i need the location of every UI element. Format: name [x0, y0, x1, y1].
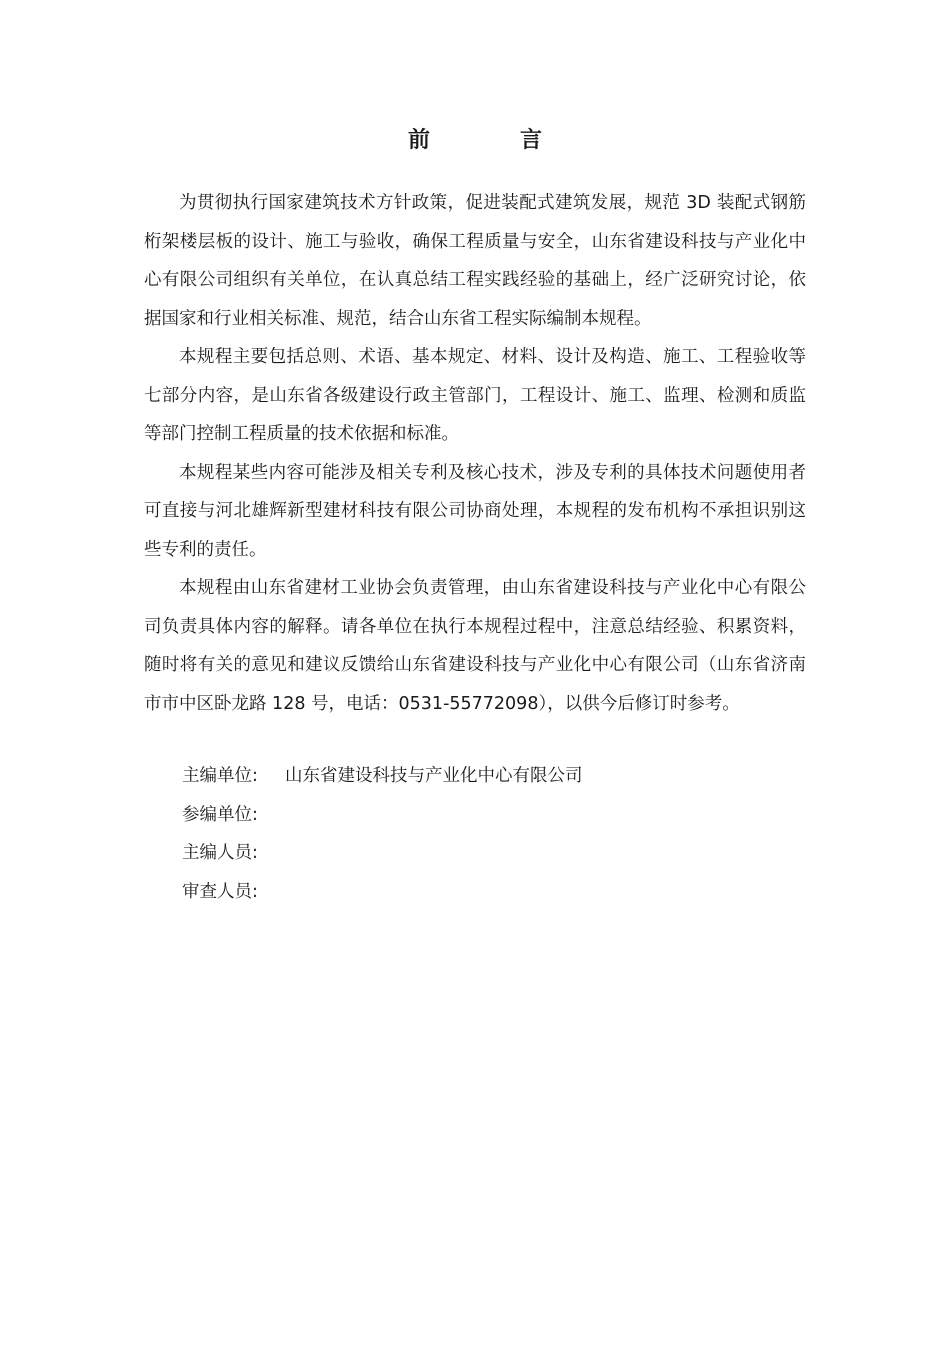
page-title: 前 言: [407, 128, 576, 153]
credit-row-chief-editors: [182, 834, 583, 873]
credit-label: 主编人员:: [182, 843, 258, 863]
preface-body: [144, 184, 806, 723]
credit-row-participating-unit: [182, 796, 583, 835]
credit-value: 山东省建设科技与产业化中心有限公司: [285, 766, 583, 786]
credit-label: 参编单位:: [182, 804, 258, 825]
credit-row-chief-editor-unit: [182, 757, 583, 796]
paragraph-1: 为贯彻执行国家建筑技术方针政策，促进装配式建筑发展，规范 3D 装配式钢筋桁架楼层板的设计、施工与验收，确保工程质量与安全，山东省建设科技与产业化中心有限公司组织有关单位，在认真总结工程实践经验的基础上，经广泛研究讨论，依据国家和行业相关标准、规范，结合山东省工程实际编制本规程。: [144, 193, 806, 329]
credits-block: [182, 757, 583, 911]
paragraph-3: 本规程某些内容可能涉及相关专利及核心技术，涉及专利的具体技术问题使用者可直接与河北雄辉新型建材科技有限公司协商处理，本规程的发布机构不承担识别这些专利的责任。: [144, 462, 806, 560]
credit-label: 主编单位:: [182, 766, 258, 786]
credit-label: 审查人员:: [182, 881, 258, 902]
credit-row-reviewers: [182, 873, 583, 912]
paragraph-4: 本规程由山东省建材工业协会负责管理，由山东省建设科技与产业化中心有限公司负责具体内容的解释。请各单位在执行本规程过程中，注意总结经验、积累资料，随时将有关的意见和建议反馈给山东省建设科技与产业化中心有限公司（山东省济南市市中区卧龙路 128 号，电话：0531-55772098），以供今后修订时参考。: [144, 578, 806, 714]
paragraph-2: 本规程主要包括总则、术语、基本规定、材料、设计及构造、施工、工程验收等七部分内容，是山东省各级建设行政主管部门，工程设计、施工、监理、检测和质监等部门控制工程质量的技术依据和标准。: [144, 347, 806, 444]
